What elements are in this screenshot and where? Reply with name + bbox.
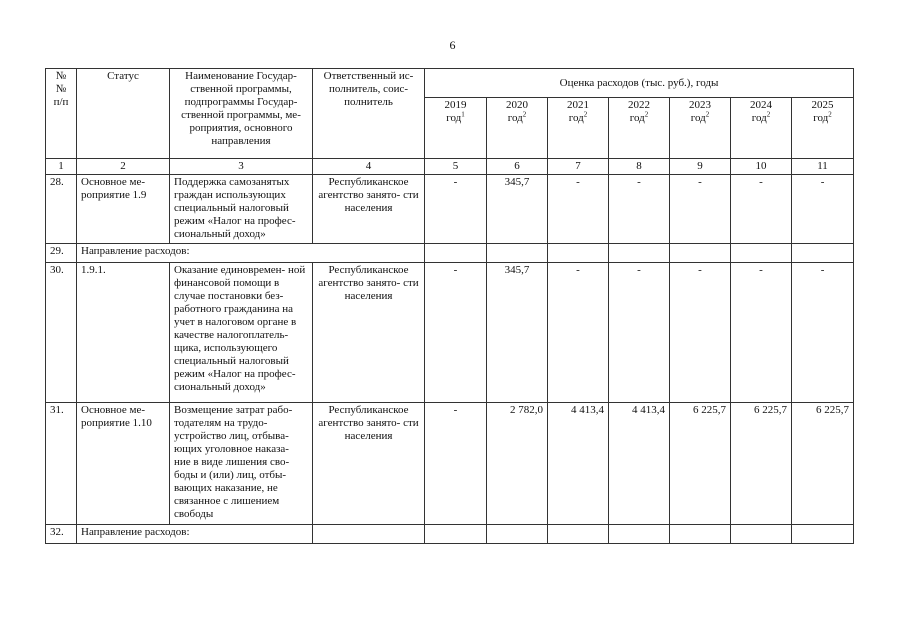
header-year-2022: 2022 год$^2$ bbox=[609, 98, 670, 159]
row-value-2020: 345,7 bbox=[487, 175, 548, 244]
row-value-2020: 2 782,0 bbox=[487, 403, 548, 525]
empty-cell bbox=[313, 525, 425, 544]
row-executor: Республиканское агентство занято- сти населения bbox=[313, 175, 425, 244]
empty-cell bbox=[609, 244, 670, 263]
row-value-2025: - bbox=[792, 175, 854, 244]
expenses-table bbox=[45, 68, 854, 544]
header-status: Статус bbox=[77, 69, 170, 159]
header-name: Наименование Государ- ственной программы, подпрограммы Государ- ственной программы, ме- роприятия, основного направления bbox=[170, 69, 313, 159]
row-value-2023: - bbox=[670, 175, 731, 244]
row-name: Поддержка самозанятых граждан использующих специальный налоговый режим «Налог на профес- сиональный доход» bbox=[170, 175, 313, 244]
row-number: 32. bbox=[46, 525, 77, 544]
column-number: 2 bbox=[77, 159, 170, 175]
column-number: 6 bbox=[487, 159, 548, 175]
empty-cell bbox=[425, 244, 487, 263]
column-number: 3 bbox=[170, 159, 313, 175]
page-number: 6 bbox=[449, 38, 456, 52]
empty-cell bbox=[792, 244, 854, 263]
row-value-2022: - bbox=[609, 175, 670, 244]
row-value-2021: 4 413,4 bbox=[548, 403, 609, 525]
empty-cell bbox=[487, 525, 548, 544]
row-number: 31. bbox=[46, 403, 77, 525]
header-year-2023: 2023 год$^2$ bbox=[670, 98, 731, 159]
table-row bbox=[46, 244, 854, 263]
empty-cell bbox=[548, 244, 609, 263]
header-expenses: Оценка расходов (тыс. руб.), годы bbox=[425, 69, 854, 98]
column-number: 4 bbox=[313, 159, 425, 175]
empty-cell bbox=[670, 244, 731, 263]
row-number: 30. bbox=[46, 263, 77, 403]
header-year-2024: 2024 год$^2$ bbox=[731, 98, 792, 159]
row-value-2024: 6 225,7 bbox=[731, 403, 792, 525]
table-row bbox=[46, 175, 854, 244]
empty-cell bbox=[425, 525, 487, 544]
header-year-2020: 2020 год$^2$ bbox=[487, 98, 548, 159]
empty-cell bbox=[548, 525, 609, 544]
row-name: Оказание единовремен- ной финансовой помощи в случае постановки без- работного гражданина на учет в налоговом органе в качестве налогоплатель- щика, использующего специальный налоговый режим «Налог на профес- сиональный доход» bbox=[170, 263, 313, 403]
row-value-2025: - bbox=[792, 263, 854, 403]
empty-cell bbox=[670, 525, 731, 544]
header-executor: Ответственный ис- полнитель, соис- полнитель bbox=[313, 69, 425, 159]
column-numbers-row bbox=[46, 159, 854, 175]
empty-cell bbox=[487, 244, 548, 263]
row-value-2019: - bbox=[425, 175, 487, 244]
row-number: 28. bbox=[46, 175, 77, 244]
row-value-2024: - bbox=[731, 175, 792, 244]
column-number: 11 bbox=[792, 159, 854, 175]
header-year-2025: 2025 год$^2$ bbox=[792, 98, 854, 159]
column-number: 5 bbox=[425, 159, 487, 175]
row-executor: Республиканское агентство занято- сти населения bbox=[313, 403, 425, 525]
column-number: 9 bbox=[670, 159, 731, 175]
row-status: Основное ме- роприятие 1.9 bbox=[77, 175, 170, 244]
row-direction-label: Направление расходов: bbox=[77, 244, 425, 263]
row-value-2021: - bbox=[548, 175, 609, 244]
header-year-2021: 2021 год$^2$ bbox=[548, 98, 609, 159]
row-executor: Республиканское агентство занято- сти населения bbox=[313, 263, 425, 403]
header-number: № № п/п bbox=[46, 69, 77, 159]
row-value-2025: 6 225,7 bbox=[792, 403, 854, 525]
row-status: Основное ме- роприятие 1.10 bbox=[77, 403, 170, 525]
row-value-2019: - bbox=[425, 263, 487, 403]
empty-cell bbox=[609, 525, 670, 544]
table-row bbox=[46, 403, 854, 525]
column-number: 1 bbox=[46, 159, 77, 175]
empty-cell bbox=[731, 525, 792, 544]
row-value-2020: 345,7 bbox=[487, 263, 548, 403]
row-value-2022: 4 413,4 bbox=[609, 403, 670, 525]
row-number: 29. bbox=[46, 244, 77, 263]
row-status: 1.9.1. bbox=[77, 263, 170, 403]
empty-cell bbox=[792, 525, 854, 544]
row-direction-label: Направление расходов: bbox=[77, 525, 313, 544]
table-row bbox=[46, 525, 854, 544]
row-value-2023: - bbox=[670, 263, 731, 403]
empty-cell bbox=[731, 244, 792, 263]
header-year-2019: 2019 год$^1$ bbox=[425, 98, 487, 159]
column-number: 8 bbox=[609, 159, 670, 175]
row-name: Возмещение затрат рабо- тодателям на трудо- устройство лиц, отбыва- ющих уголовное наказа- ние в виде лишения сво- боды и (или) лиц, отбы- вающих наказание, не связанное с лишением свободы bbox=[170, 403, 313, 525]
column-number: 10 bbox=[731, 159, 792, 175]
row-value-2022: - bbox=[609, 263, 670, 403]
row-value-2024: - bbox=[731, 263, 792, 403]
row-value-2021: - bbox=[548, 263, 609, 403]
row-value-2019: - bbox=[425, 403, 487, 525]
column-number: 7 bbox=[548, 159, 609, 175]
row-value-2023: 6 225,7 bbox=[670, 403, 731, 525]
table-row bbox=[46, 263, 854, 403]
